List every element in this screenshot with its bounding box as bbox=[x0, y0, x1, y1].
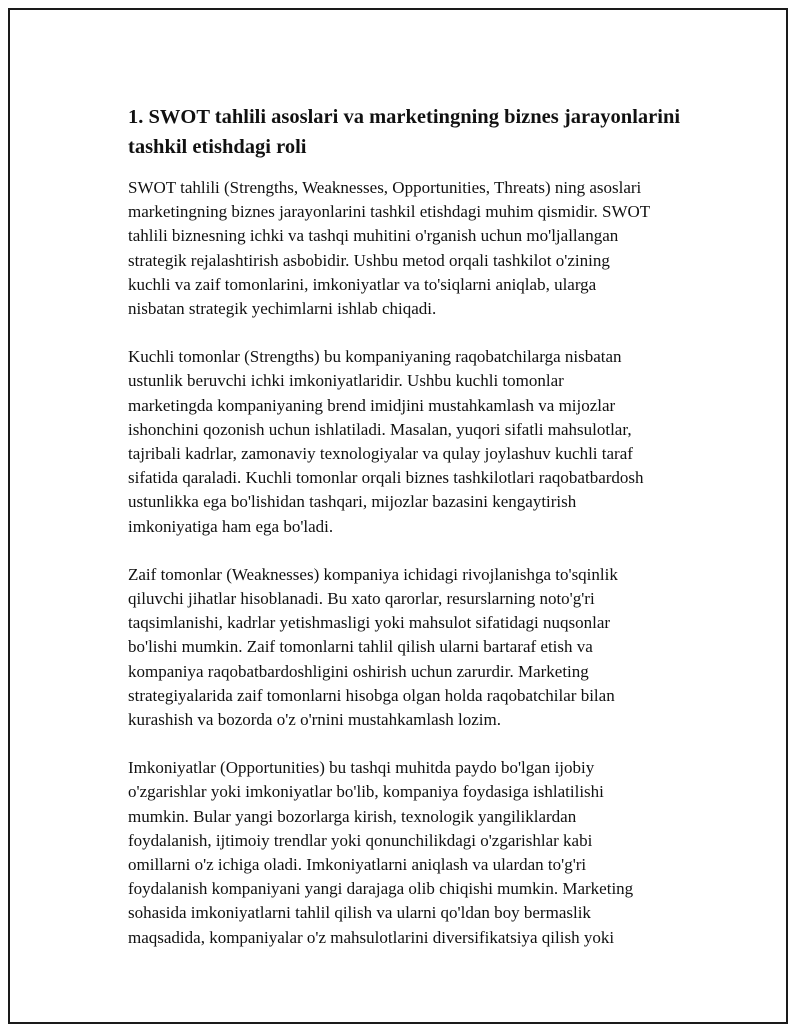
text-line: taqsimlanishi, kadrlar yetishmasligi yoki mahsulot sifatidagi nuqsonlar bbox=[128, 613, 611, 633]
text-line: kuchli va zaif tomonlarini, imkoniyatlar va to'siqlarni aniqlab, ularga bbox=[128, 274, 597, 294]
text-line: marketingda kompaniyaning brend imidjini mustahkamlash va mijozlar bbox=[128, 395, 616, 415]
page-border bbox=[8, 8, 788, 1024]
text-line: o'zgarishlar yoki imkoniyatlar bo'lib, kompaniya foydasiga ishlatilishi bbox=[128, 782, 604, 802]
text-line: Imkoniyatlar (Opportunities) bu tashqi muhitda paydo bo'lgan ijobiy bbox=[128, 758, 595, 778]
text-line: ustunlikka ega bo'lishidan tashqari, mijozlar bazasini kengaytirish bbox=[128, 492, 577, 512]
text-line: Zaif tomonlar (Weaknesses) kompaniya ichidagi rivojlanishga to'sqinlik bbox=[128, 564, 618, 584]
text-line: bo'lishi mumkin. Zaif tomonlarni tahlil qilish ularni bartaraf etish va bbox=[128, 637, 593, 657]
text-line: imkoniyatiga ham ega bo'ladi. bbox=[128, 516, 334, 536]
heading-line: tashkil etishdagi roli bbox=[128, 136, 307, 158]
text-line: marketingning biznes jarayonlarini tashkil etishdagi muhim qismidir. SWOT bbox=[128, 202, 651, 222]
text-line: nisbatan strategik yechimlarni ishlab chiqadi. bbox=[128, 299, 437, 319]
text-line: kompaniya raqobatbardoshligini oshirish uchun zarurdir. Marketing bbox=[128, 661, 589, 681]
text-line: sohasida imkoniyatlarni tahlil qilish va ularni qo'ldan boy bermaslik bbox=[128, 903, 591, 923]
text-line: ishonchini qozonish uchun ishlatiladi. Masalan, yuqori sifatli mahsulotlar, bbox=[128, 419, 632, 439]
text-line: strategik rejalashtirish asbobidir. Ushbu metod orqali tashkilot o'zining bbox=[128, 250, 610, 270]
document-body bbox=[128, 102, 708, 974]
paragraph-weaknesses bbox=[128, 563, 708, 732]
text-line: ustunlik beruvchi ichki imkoniyatlaridir. Ushbu kuchli tomonlar bbox=[128, 371, 564, 391]
paragraph-opportunities bbox=[128, 756, 708, 950]
text-line: tahlili biznesning ichki va tashqi muhitini o'rganish uchun mo'ljallangan bbox=[128, 226, 619, 246]
section-heading bbox=[128, 102, 708, 162]
text-line: omillarni o'z ichiga oladi. Imkoniyatlarni aniqlash va ulardan to'g'ri bbox=[128, 855, 587, 875]
paragraph-swot-intro bbox=[128, 176, 708, 321]
text-line: foydalanish, ijtimoiy trendlar yoki qonunchilikdagi o'zgarishlar kabi bbox=[128, 830, 593, 850]
text-line: mumkin. Bular yangi bozorlarga kirish, texnologik yangiliklardan bbox=[128, 806, 577, 826]
text-line: tajribali kadrlar, zamonaviy texnologiyalar va qulay joylashuv kuchli taraf bbox=[128, 444, 633, 464]
text-line: strategiyalarida zaif tomonlarni hisobga olgan holda raqobatchilar bilan bbox=[128, 685, 615, 705]
text-line: foydalanish kompaniyani yangi darajaga olib chiqishi mumkin. Marketing bbox=[128, 879, 634, 899]
text-line: sifatida qaraladi. Kuchli tomonlar orqali biznes tashkilotlari raqobatbardosh bbox=[128, 468, 644, 488]
text-line: qiluvchi jihatlar hisoblanadi. Bu xato qarorlar, resurslarning noto'g'ri bbox=[128, 589, 595, 609]
heading-line: 1. SWOT tahlili asoslari va marketingning biznes jarayonlarini bbox=[128, 106, 681, 128]
text-line: maqsadida, kompaniyalar o'z mahsulotlarini diversifikatsiya qilish yoki bbox=[128, 927, 615, 947]
text-line: SWOT tahlili (Strengths, Weaknesses, Opportunities, Threats) ning asoslari bbox=[128, 178, 642, 197]
text-line: Kuchli tomonlar (Strengths) bu kompaniyaning raqobatchilarga nisbatan bbox=[128, 347, 622, 367]
paragraph-strengths bbox=[128, 345, 708, 539]
text-line: kurashish va bozorda o'z o'rnini mustahkamlash lozim. bbox=[128, 710, 501, 730]
